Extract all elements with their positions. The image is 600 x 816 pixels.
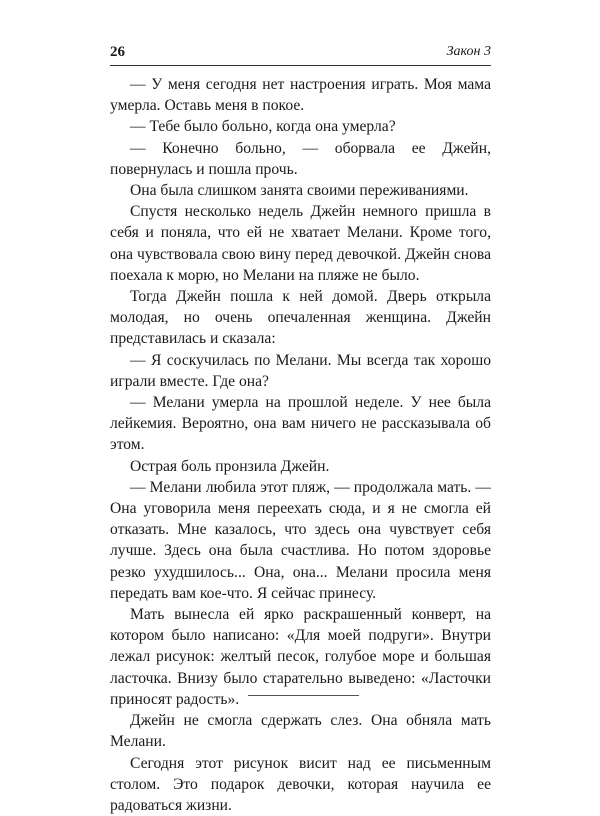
- paragraph: — У меня сегодня нет настроения играть. Моя мама умерла. Оставь меня в покое.: [110, 74, 491, 116]
- paragraph: Мать вынесла ей ярко раскрашенный конверт, на котором было написано: «Для моей подруги». Внутри лежал рисунок: желтый песок, голубое море и большая ласточка. Внизу было старательно выведено: «Ласточки приносят радость».: [110, 604, 491, 710]
- paragraph: — Я соскучилась по Мелани. Мы всегда так хорошо играли вместе. Где она?: [110, 350, 491, 392]
- page-header: [110, 44, 491, 66]
- paragraph: Джейн не смогла сдержать слез. Она обняла мать Мелани.: [110, 710, 491, 752]
- paragraph: Спустя несколько недель Джейн немного пришла в себя и поняла, что ей не хватает Мелани. Кроме того, она чувствовала свою вину перед девочкой. Джейн снова поехала к морю, но Мелани на пляже не было.: [110, 201, 491, 286]
- body-text: [110, 74, 491, 816]
- paragraph: Сегодня этот рисунок висит над ее письменным столом. Это подарок девочки, которая научила ее радоваться жизни.: [110, 753, 491, 816]
- paragraph: Она была слишком занята своими переживаниями.: [110, 180, 491, 201]
- paragraph: — Мелани умерла на прошлой неделе. У нее была лейкемия. Вероятно, она вам ничего не рассказывала об этом.: [110, 392, 491, 456]
- paragraph: Острая боль пронзила Джейн.: [110, 456, 491, 477]
- paragraph: — Конечно больно, — оборвала ее Джейн, повернулась и пошла прочь.: [110, 138, 491, 180]
- paragraph: — Тебе было больно, когда она умерла?: [110, 116, 491, 137]
- paragraph: — Мелани любила этот пляж, — продолжала мать. — Она уговорила меня переехать сюда, и я не смогла ей отказать. Мне казалось, что здесь она чувствует себя лучше. Здесь она была счастлива. Но потом здоровье резко ухудшилось... Она, она... Мелани просила меня передать вам кое-что. Я сейчас принесу.: [110, 477, 491, 604]
- page-number: 26: [110, 44, 125, 61]
- paragraph: Тогда Джейн пошла к ней домой. Дверь открыла молодая, но очень опечаленная женщина. Джейн представилась и сказала:: [110, 286, 491, 350]
- section-end-divider: [248, 695, 359, 696]
- header-divider: [110, 65, 491, 66]
- running-title: Закон 3: [447, 44, 491, 60]
